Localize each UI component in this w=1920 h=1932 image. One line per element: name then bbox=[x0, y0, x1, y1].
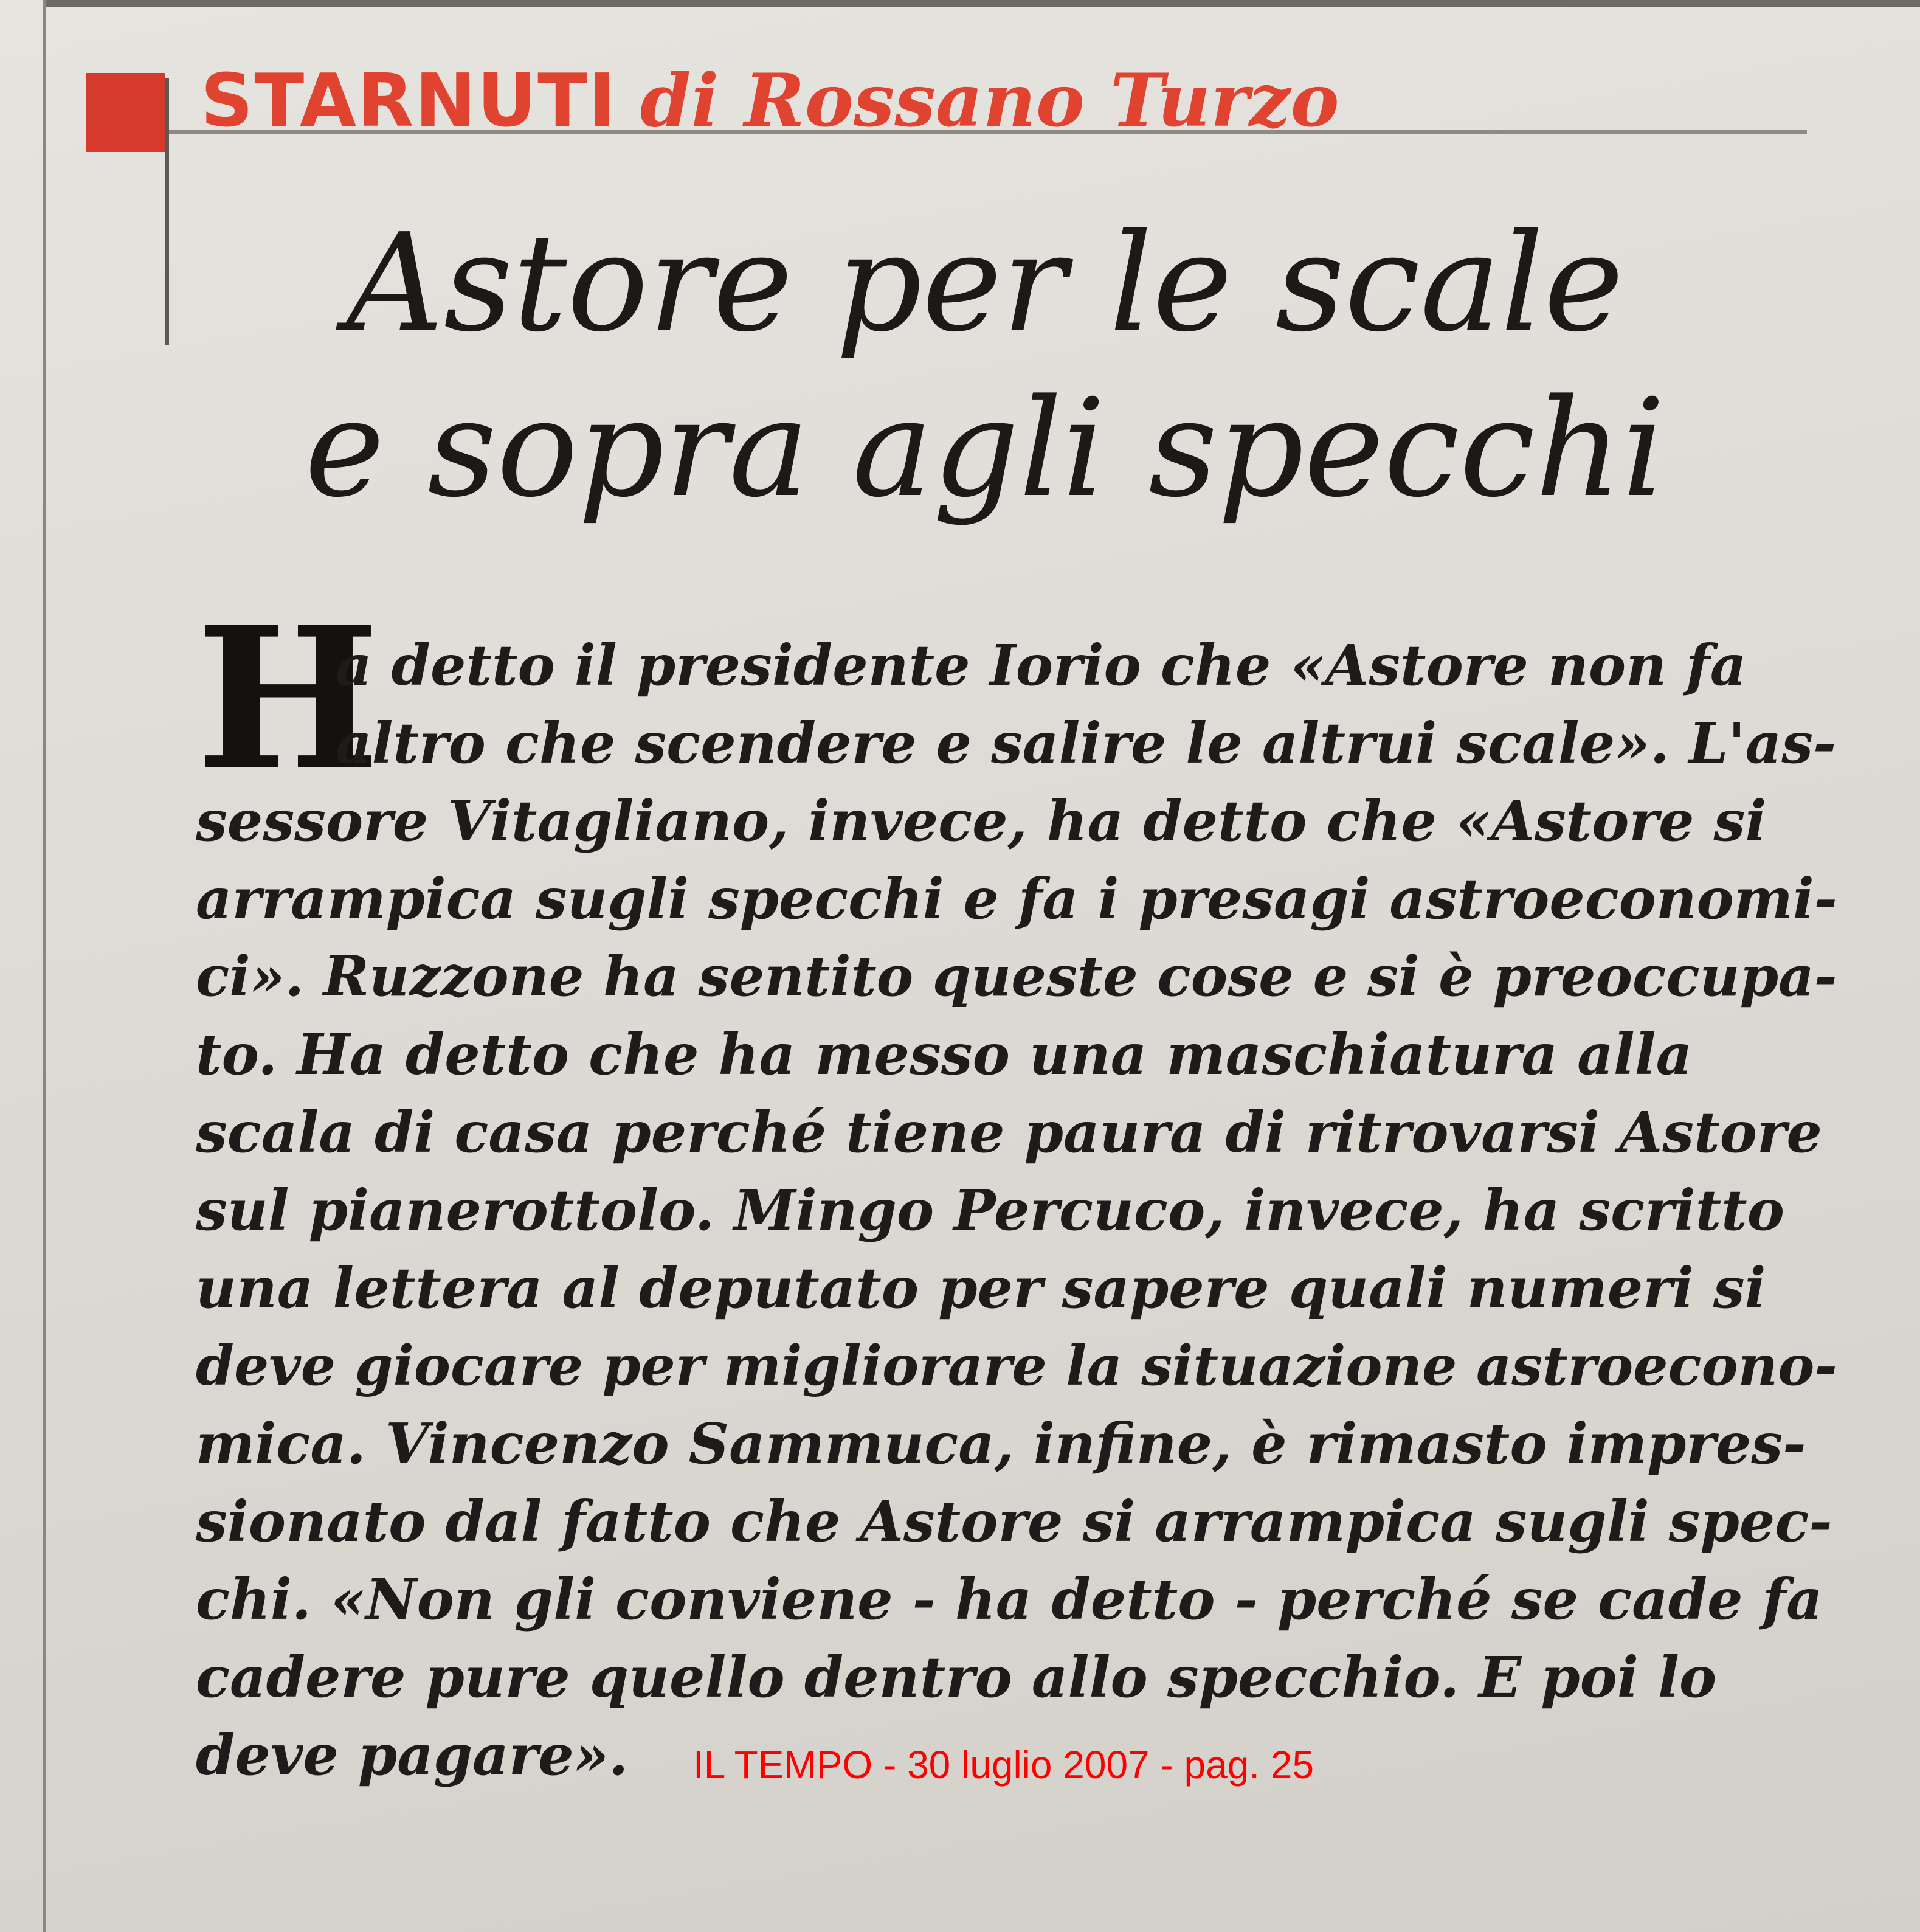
body-line: cadere pure quello dentro allo specchio. E poi lo bbox=[196, 1644, 1717, 1710]
article-headline bbox=[195, 201, 1775, 531]
body-line: deve giocare per migliorare la situazione astroecono- bbox=[196, 1334, 1837, 1398]
source-caption: IL TEMPO - 30 luglio 2007 - pag. 25 bbox=[693, 1743, 1314, 1787]
body-line: sul pianerottolo. Mingo Percuco, invece, ha scritto bbox=[196, 1177, 1784, 1243]
article-body bbox=[196, 626, 1837, 1794]
body-line: mica. Vincenzo Sammuca, infine, è rimasto impres- bbox=[196, 1411, 1806, 1477]
rubric-vertical-rule bbox=[165, 78, 169, 345]
page-top-edge bbox=[43, 0, 1920, 7]
body-line: deve pagare». bbox=[196, 1722, 629, 1788]
body-line: scala di casa perché tiene paura di ritrovarsi Astore bbox=[196, 1099, 1822, 1165]
body-line: arrampica sugli specchi e fa i presagi astroeconomi- bbox=[196, 866, 1837, 932]
rubric-author: di Rossano Turzo bbox=[640, 58, 1339, 144]
body-line: ci». Ruzzone ha sentito queste cose e si è preoccupa- bbox=[196, 944, 1837, 1009]
body-line: una lettera al deputato per sapere quali numeri si bbox=[196, 1255, 1766, 1321]
page-left-edge bbox=[43, 0, 46, 1932]
body-line: to. Ha detto che ha messo una maschiatura alla bbox=[196, 1022, 1693, 1087]
body-line: sessore Vitagliano, invece, ha detto che «Astore si bbox=[196, 788, 1767, 854]
body-line: altro che scendere e salire le altrui scale». L'as- bbox=[336, 710, 1837, 776]
column-rubric bbox=[201, 58, 1339, 144]
body-line: a detto il presidente Iorio che «Astore non fa bbox=[336, 632, 1747, 698]
body-line: sionato dal fatto che Astore si arrampica sugli spec- bbox=[196, 1489, 1832, 1554]
body-line: chi. «Non gli conviene - ha detto - perché se cade fa bbox=[196, 1567, 1823, 1632]
rubric-color-block bbox=[86, 73, 165, 152]
rubric-label: STARNUTI bbox=[201, 59, 617, 144]
headline-line-2: e sopra agli specchi bbox=[305, 370, 1665, 527]
drop-cap: H bbox=[196, 585, 380, 813]
headline-line-1: Astore per le scale bbox=[346, 205, 1624, 362]
